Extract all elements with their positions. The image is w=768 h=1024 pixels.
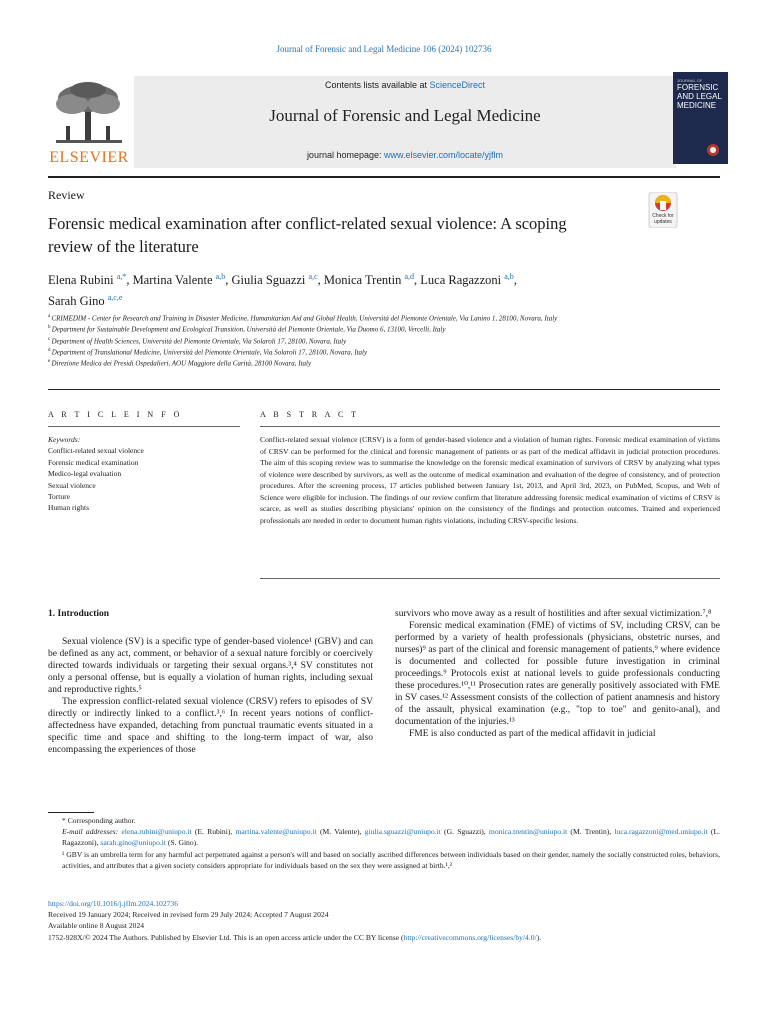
elsevier-wordmark: ELSEVIER (49, 149, 129, 166)
abstract-text: Conflict-related sexual violence (CRSV) is a form of gender-based violence and a violation of human rights. Forensic medical examination of victims of CRSV can be performed for the clinical and forensic management of patients or as part of the medical affidavit in judicial protection procedures. The aim of this scoping review was to summarise the knowledge on the forensic medical examination of survivors of CRSV by analyzing what types of violence were described by survivors, as well as the outcome of medical examination and evaluation of the degree of consistency, and of protection procedures. After the screening process, 17 articles published between January 1st, 2013, and April 3rd, 2023, on PubMed, Scopus, and Web of Science were eligible for inclusion. The findings of our review confirm that literature addressing forensic medical examination of victims of CRSV is scarce, as well as studies describing physicians' opinion on the consistency of the findings and protection outcomes. Trained and experienced professionals are needed in order to document human rights violations, including CRSV-specific lesions. (260, 435, 720, 525)
article-type: Review (48, 188, 85, 202)
keywords-label: Keywords: (48, 435, 81, 444)
journal-banner (134, 76, 676, 168)
journal-header (48, 76, 720, 168)
article-info-rule (48, 426, 240, 427)
abstract-heading: A B S T R A C T (260, 410, 360, 419)
keyword-item: Torture (48, 492, 70, 502)
author-name[interactable]: Martina Valente (132, 273, 216, 288)
cover-emblem-icon (704, 142, 722, 158)
affiliation-list (48, 312, 688, 369)
cover-title: JOURNAL OF FORENSIC AND LEGAL MEDICINE (677, 78, 722, 110)
body-paragraph: Sexual violence (SV) is a specific type of gender-based violence¹ (GBV) and can be defined as any act, comment, or behavior of a sexual nature forcibly or coercively directed towards individuals or targeting their sexual organs.³,⁴ SV constitutes not only a personal offense, but is equally a violation of human rights, including sexual and reproductive rights.⁵ (48, 637, 373, 695)
journal-homepage-link[interactable]: www.elsevier.com/locate/yjflm (384, 150, 504, 160)
keyword-item: Forensic medical examination (48, 457, 139, 467)
section-heading-introduction: 1. Introduction (48, 609, 110, 619)
journal-cover-thumbnail[interactable] (673, 72, 728, 164)
author-name[interactable]: Elena Rubini (48, 273, 117, 288)
article-title: Forensic medical examination after conflict-related sexual violence: A scoping review of the literature (48, 214, 567, 256)
author-affiliation-marker[interactable]: a,d (404, 272, 415, 281)
email-link[interactable]: monica.trentin@uniupo.it (488, 827, 568, 837)
author-name[interactable]: Monica Trentin (323, 273, 405, 288)
email-link[interactable]: sarah.gino@uniupo.it (100, 838, 167, 848)
section-rule (48, 389, 720, 390)
publication-info (48, 898, 728, 943)
keyword-item: Medico-legal evaluation (48, 469, 122, 479)
crossmark-label: Check for updates (652, 213, 674, 225)
footnote-rule (48, 812, 94, 813)
email-link[interactable]: elena.rubini@uniupo.it (121, 827, 192, 837)
affiliation-item: $^e$ Direzione Medica dei Presidi Ospedalieri, AOU Maggiore della Carità, 28100 Novara, Italy (48, 359, 312, 368)
affiliation-item: $^b$ Department for Sustainable Development and Ecological Transition, Università del Piemonte Orientale, Via Duomo 6, 13100, Vercelli, Italy (48, 325, 446, 334)
corresponding-author-note: * Corresponding author. (62, 816, 136, 825)
body-paragraph: Forensic medical examination (FME) of victims of SV, including CRSV, can be performed by a variety of health professionals (physicians, obstetric nurses, and nurses)⁹ as part of the clinical and forensic management of patients,⁹ where evidence is documented and collected for possible future investigation in criminal proceedings.⁹ Protocols exist at national levels to guide professionals conducting these procedures.¹⁰,¹¹ Prosecution rates are generally positively associated with FME in SV cases.¹² Assessment consists of the collection of patient anamnesis and history of the assault, physical examination (e.g., "top to toe" and genito-anal), and documentation of the injuries.¹³ (395, 621, 720, 727)
abstract-rule (260, 426, 720, 427)
author-list: Elena Rubini $^{a,*}$, Martina Valente $^{a,b}$, Giulia Sguazzi $^{a,c}$, Monica Trentin $^{a,d}$, Luca Ragazzoni $^{a,b}$, Sarah Gino $^{a,c,e}$ (48, 272, 517, 309)
footnotes (48, 815, 720, 871)
author-affiliation-marker[interactable]: a,* (116, 272, 127, 281)
keywords-block (48, 434, 240, 514)
journal-reference[interactable]: Journal of Forensic and Legal Medicine 106 (2024) 102736 (276, 44, 492, 54)
affiliation-item: $^d$ Department of Translational Medicine, Università del Piemonte Orientale, Via Solaroli 17, 28100, Novara, Italy (48, 347, 368, 357)
body-column-right (395, 608, 720, 740)
sciencedirect-link[interactable]: ScienceDirect (429, 80, 486, 90)
abstract-bottom-rule (260, 578, 720, 579)
author-name[interactable]: Giulia Sguazzi (231, 273, 309, 288)
header-rule (48, 176, 720, 178)
email-link[interactable]: luca.ragazzoni@med.uniupo.it (614, 827, 708, 837)
email-link[interactable]: martina.valente@uniupo.it (235, 827, 317, 837)
gbv-footnote: ¹ GBV is an umbrella term for any harmful act perpetrated against a person's will and based on socially ascribed differences between individuals based on their gender, namely the socially constructed roles, behaviors, activities, and attributes that a given society considers appropriate for individuals based on the sex they were assigned at birth.¹,² (62, 849, 720, 870)
keyword-item: Conflict-related sexual violence (48, 446, 144, 456)
doi-link[interactable]: https://doi.org/10.1016/j.jflm.2024.102736 (48, 899, 179, 908)
license-line: 1752-928X/© 2024 The Authors. Published by Elsevier Ltd. This is an open access article under the CC BY license (http://creativecommons.org/licenses/by/4.0/). (48, 932, 542, 942)
keyword-item: Human rights (48, 503, 90, 513)
article-info-heading: A R T I C L E I N F O (48, 410, 183, 419)
received-dates: Received 19 January 2024; Received in revised form 29 July 2024; Accepted 7 August 2024 (48, 910, 329, 920)
journal-title: Journal of Forensic and Legal Medicine (269, 106, 541, 125)
check-for-updates-badge[interactable] (643, 192, 683, 228)
contents-line: Contents lists available at ScienceDirect (324, 80, 486, 90)
author-affiliation-marker[interactable]: a,c,e (107, 293, 123, 303)
author-affiliation-marker[interactable]: a,b (504, 272, 514, 281)
body-column-left (48, 608, 373, 756)
author-affiliation-marker[interactable]: a,b (215, 272, 226, 281)
email-link[interactable]: giulia.sguazzi@uniupo.it (364, 827, 441, 837)
email-addresses: E-mail addresses: elena.rubini@uniupo.it (E. Rubini), martina.valente@uniupo.it (M. Valente), giulia.sguazzi@uniupo.it (G. Sguazzi), monica.trentin@uniupo.it (M. Trentin), luca.ragazzoni@med.uniupo.it (L. Ragazzoni), sarah.gino@uniupo.it (S. Gino). (62, 827, 721, 848)
body-paragraph: FME is also conducted as part of the medical affidavit in judicial (409, 729, 656, 739)
available-online-date: Available online 8 August 2024 (48, 921, 145, 931)
body-paragraph: The expression conflict-related sexual violence (CRSV) refers to episodes of SV directly or indirectly linked to a conflict.³,⁶ In recent years notions of conflict-affectedness have expanded, detaching from punctual traumatic events situated in a specific time and space and shifting to the long-term impact of war, also encompassing the experiences of those (48, 697, 373, 755)
affiliation-item: $^a$ CRIMEDIM - Center for Research and Training in Disaster Medicine, Humanitarian Aid and Global Health, Università del Piemonte Orientale, Via Lanino 1, 28100, Novara, Italy (48, 314, 558, 323)
author-name[interactable]: Sarah Gino (48, 294, 108, 309)
author-affiliation-marker[interactable]: a,c (308, 272, 318, 281)
author-name[interactable]: Luca Ragazzoni (420, 273, 505, 288)
license-link[interactable]: http://creativecommons.org/licenses/by/4.0/ (403, 932, 537, 942)
homepage-line: journal homepage: www.elsevier.com/locate/yjflm (306, 150, 504, 160)
affiliation-item: $^c$ Department of Health Sciences, Università del Piemonte Orientale, Via Solaroli 17, 28100, Novara, Italy (48, 336, 347, 345)
keyword-item: Sexual violence (48, 480, 96, 490)
body-paragraph: survivors who move away as a result of hostilities and after sexual victimization.⁷,⁸ (395, 609, 712, 619)
